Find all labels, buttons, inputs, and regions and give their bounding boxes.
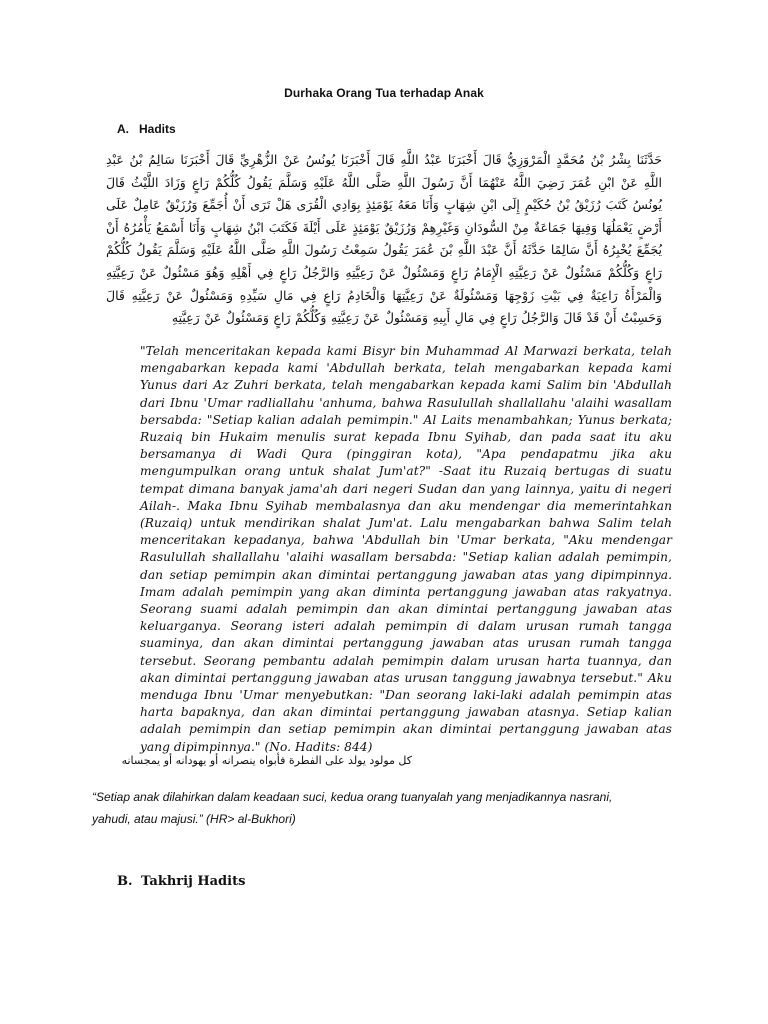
quote-line-2: yahudi, atau majusi.” (HR> al-Bukhori)	[92, 812, 296, 826]
section-a-number: A.	[117, 122, 129, 136]
arabic-short-hadith: كل مولود يولد على الفطرة فأبواه ينصرانه أو يهودانه أو يمجسانه	[121, 754, 412, 767]
quote-line-1: “Setiap anak dilahirkan dalam keadaan suci, kedua orang tuanyalah yang menjadikannya nasrani,	[92, 790, 613, 804]
section-b-heading	[117, 874, 245, 889]
page-title: Durhaka Orang Tua terhadap Anak	[284, 86, 484, 100]
section-a-label: Hadits	[139, 122, 176, 136]
quote-translation	[92, 786, 676, 830]
section-b-number: B.	[117, 874, 133, 889]
arabic-hadith-text: حَدَّثَنَا بِشْرُ بْنُ مُحَمَّدٍ الْمَرْوَزِيُّ قَالَ أَخْبَرَنَا عَبْدُ اللَّهِ قَالَ أَخْبَرَنَا يُونُسُ عَنْ الزُّهْرِيِّ قَالَ أَخْبَرَنَا سَالِمُ بْنُ عَبْدِ اللَّهِ عَنْ ابْنِ عُمَرَ رَضِيَ اللَّهُ عَنْهُمَا أَنَّ رَسُولَ اللَّهِ صَلَّى اللَّهُ عَلَيْهِ وَسَلَّمَ يَقُولُ كُلُّكُمْ رَاعٍ وَزَادَ اللَّيْثُ قَالَ يُونُسُ كَتَبَ رُزَيْقُ بْنُ حُكَيْمٍ إِلَى ابْنِ شِهَابٍ وَأَنَا مَعَهُ يَوْمَئِذٍ بِوَادِي الْقُرَى هَلْ تَرَى أَنْ أُجَمِّعَ وَرُزَيْقٌ عَامِلٌ عَلَى أَرْضٍ يَعْمَلُهَا وَفِيهَا جَمَاعَةٌ مِنْ السُّودَانِ وَغَيْرِهِمْ وَرُزَيْقٌ يَوْمَئِذٍ عَلَى أَيْلَةَ فَكَتَبَ ابْنُ شِهَابٍ وَأَنَا أَسْمَعُ يَأْمُرُهُ أَنْ يُجَمِّعَ يُخْبِرُهُ أَنَّ سَالِمًا حَدَّثَهُ أَنَّ عَبْدَ اللَّهِ بْنَ عُمَرَ يَقُولُ سَمِعْتُ رَسُولَ اللَّهِ صَلَّى اللَّهُ عَلَيْهِ وَسَلَّمَ يَقُولُ كُلُّكُمْ رَاعٍ وَكُلُّكُمْ مَسْئُولٌ عَنْ رَعِيَّتِهِ الْإِمَامُ رَاعٍ وَمَسْئُولٌ عَنْ رَعِيَّتِهِ وَالرَّجُلُ رَاعٍ فِي أَهْلِهِ وَهُوَ مَسْئُولٌ عَنْ رَعِيَّتِهِ وَالْمَرْأَةُ رَاعِيَةٌ فِي بَيْتِ زَوْجِهَا وَمَسْئُولَةٌ عَنْ رَعِيَّتِهَا وَالْخَادِمُ رَاعٍ فِي مَالِ سَيِّدِهِ وَمَسْئُولٌ عَنْ رَعِيَّتِهِ قَالَ وَحَسِبْتُ أَنْ قَدْ قَالَ وَالرَّجُلُ رَاعٍ فِي مَالِ أَبِيهِ وَمَسْئُولٌ عَنْ رَعِيَّتِهِ وَكُلُّكُمْ رَاعٍ وَمَسْئُولٌ عَنْ رَعِيَّتِهِ	[106, 152, 662, 326]
hadith-translation: "Telah menceritakan kepada kami Bisyr bin Muhammad Al Marwazi berkata, telah mengabarkan kepada kami 'Abdullah berkata, telah mengabarkan kepada kami Yunus dari Az Zuhri berkata, telah mengabarkan kepada kami Salim bin 'Abdullah dari Ibnu 'Umar radliallahu 'anhuma, bahwa Rasulullah shallallahu 'alaihi wasallam bersabda: "Setiap kalian adalah pemimpin." Al Laits menambahkan; Yunus berkata; Ruzaiq bin Hukaim menulis surat kepada Ibnu Syihab, dan pada saat itu aku bersamanya di Wadi Qura (pinggiran kota), "Apa pendapatmu jika aku mengumpulkan orang untuk shalat Jum'at?" -Saat itu Ruzaiq bertugas di suatu tempat dimana banyak jama'ah dari negeri Sudan dan yang lainnya, yaitu di negeri Ailah-. Maka Ibnu Syihab membalasnya dan aku mendengar dia memerintahkan (Ruzaiq) untuk mendirikan shalat Jum'at. Lalu mengabarkan bahwa Salim telah menceritakan kepadanya, bahwa 'Abdullah bin 'Umar berkata, "Aku mendengar Rasulullah shallallahu 'alaihi wasallam bersabda: "Setiap kalian adalah pemimpin, dan setiap pemimpin akan dimintai pertanggung jawaban atas yang dipimpinnya. Imam adalah pemimpin yang akan diminta pertanggung jawaban atas rakyatnya. Seorang suami adalah pemimpin dan akan dimintai pertanggung jawaban atas keluarganya. Seorang isteri adalah pemimpin di dalam urusan rumah tangga suaminya, dan akan dimintai pertanggung jawaban atas urusan rumah tangga tersebut. Seorang pembantu adalah pemimpin dalam urusan harta tuannya, dan akan dimintai pertanggung jawaban atas urusan tanggung jawabnya tersebut." Aku menduga Ibnu 'Umar menyebutkan: "Dan seorang laki-laki adalah pemimpin atas harta bapaknya, dan akan dimintai pertanggung jawaban atasnya. Setiap kalian adalah pemimpin dan setiap pemimpin akan dimintai pertanggung jawaban atas yang dipimpinnya." (No. Hadits: 844)	[140, 344, 672, 754]
section-b-label: Takhrij Hadits	[141, 874, 246, 889]
section-a-heading	[117, 122, 176, 136]
